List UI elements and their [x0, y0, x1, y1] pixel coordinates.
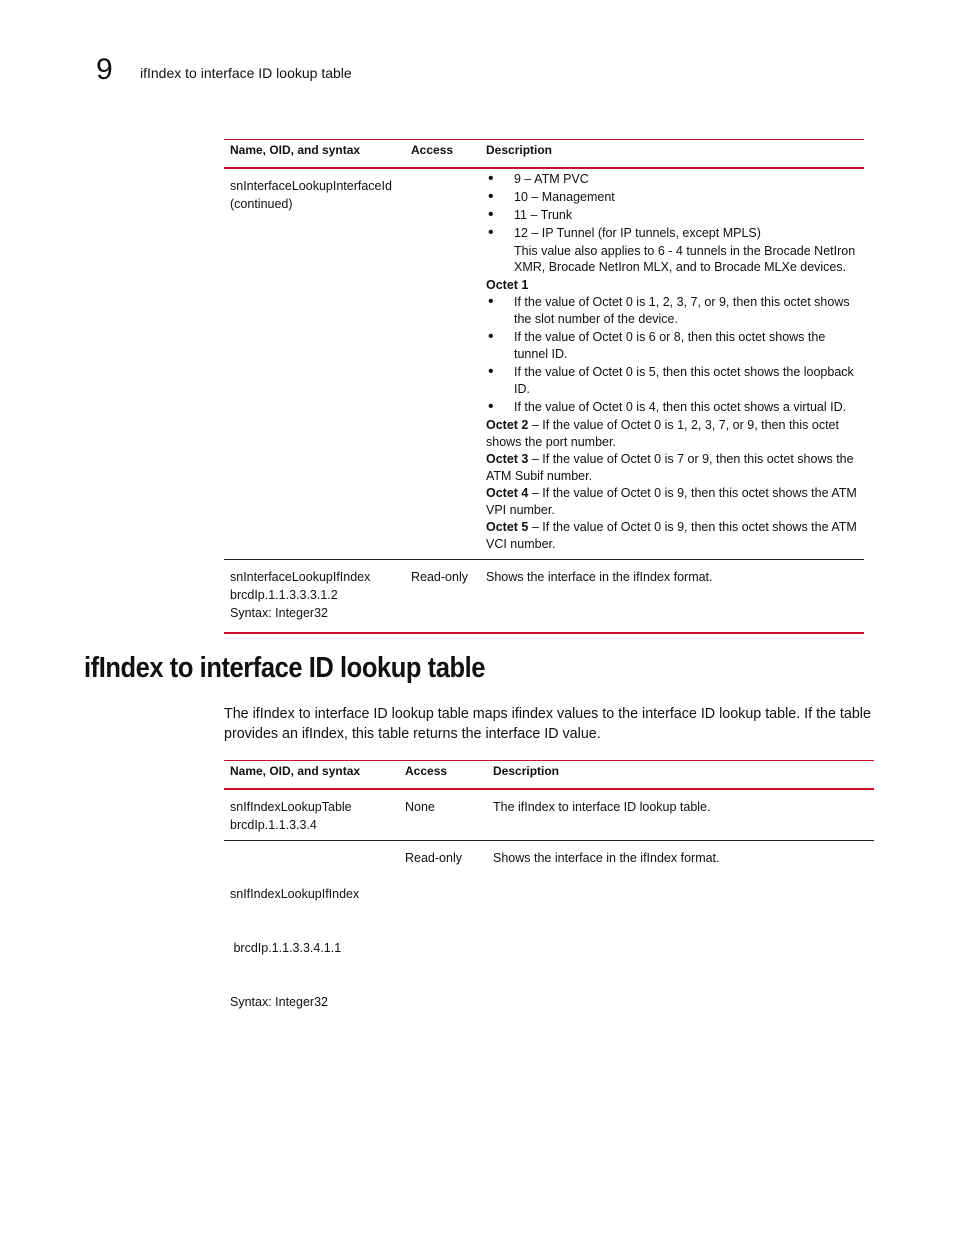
object-syntax: Syntax: Integer32 [230, 995, 328, 1009]
name-cell [224, 841, 399, 1054]
octet-text: – If the value of Octet 0 is 1, 2, 3, 7, or 9, then this octet shows the port number. [486, 418, 839, 449]
column-header-access: Access [399, 761, 487, 790]
column-header-description: Description [480, 140, 864, 169]
list-item: • 12 – IP Tunnel (for IP tunnels, except MPLS) [486, 225, 858, 242]
section-title: ifIndex to interface ID lookup table [84, 652, 486, 684]
access-cell: None [399, 789, 487, 841]
octet-5-paragraph [486, 519, 858, 553]
octet-2-paragraph [486, 417, 858, 451]
list-item: • If the value of Octet 0 is 1, 2, 3, 7, or 9, then this octet shows the slot number of the device. [486, 294, 858, 328]
octet-label: Octet 5 [486, 520, 529, 534]
column-header-description: Description [487, 761, 874, 790]
chapter-number: 9 [96, 53, 113, 86]
name-cell [224, 789, 399, 841]
column-header-name: Name, OID, and syntax [224, 140, 405, 169]
octet-text: – If the value of Octet 0 is 7 or 9, then this octet shows the ATM Subif number. [486, 452, 854, 483]
object-oid: brcdIp.1.1.3.3.4.1.1 [230, 941, 342, 955]
table-row [224, 560, 864, 634]
access-cell: Read-only [405, 560, 480, 634]
table-row [224, 789, 874, 841]
section-intro: The ifIndex to interface ID lookup table maps ifindex values to the interface ID lookup table. If the table provides an ifIndex, this table returns the interface ID value. [224, 706, 871, 742]
object-syntax: Syntax: Integer32 [230, 606, 328, 620]
octet-text: – If the value of Octet 0 is 9, then this octet shows the ATM VCI number. [486, 520, 857, 551]
octet-label: Octet 4 [486, 486, 529, 500]
octet-text: – If the value of Octet 0 is 9, then this octet shows the ATM VPI number. [486, 486, 857, 517]
mib-table-ifindex-lookup [224, 760, 874, 1053]
table-row [224, 841, 874, 1054]
continued-note: (continued) [230, 197, 293, 211]
description-cell: The ifIndex to interface ID lookup table. [487, 789, 874, 841]
octet-1-list [486, 294, 858, 416]
list-item: • 10 – Management [486, 189, 858, 206]
octet-1-heading: Octet 1 [486, 278, 529, 292]
list-item: • If the value of Octet 0 is 5, then this octet shows the loopback ID. [486, 364, 858, 398]
interface-type-list [486, 171, 858, 242]
list-item: • 9 – ATM PVC [486, 171, 858, 188]
octet-label: Octet 3 [486, 452, 529, 466]
table-row [224, 168, 864, 560]
octet-3-paragraph [486, 451, 858, 485]
description-cell: Shows the interface in the ifIndex format. [493, 851, 720, 865]
name-cell [224, 560, 405, 634]
list-item: • If the value of Octet 0 is 4, then this octet shows a virtual ID. [486, 399, 858, 416]
object-name: snInterfaceLookupIfIndex [230, 570, 371, 584]
mib-table-interface-lookup [224, 139, 864, 634]
column-header-name: Name, OID, and syntax [224, 761, 399, 790]
column-header-access: Access [405, 140, 480, 169]
object-name: snIfIndexLookupTable [230, 800, 352, 814]
octet-4-paragraph [486, 485, 858, 519]
running-header-title: ifIndex to interface ID lookup table [140, 65, 352, 81]
description-cell: Shows the interface in the ifIndex format. [480, 560, 864, 634]
list-item: • If the value of Octet 0 is 6 or 8, then this octet shows the tunnel ID. [486, 329, 858, 363]
object-oid: brcdIp.1.1.3.3.4 [230, 818, 317, 832]
description-cell [480, 168, 864, 560]
object-oid: brcdIp.1.1.3.3.3.1.2 [230, 588, 338, 602]
object-name: snInterfaceLookupInterfaceId [230, 179, 392, 193]
access-cell: Read-only [405, 851, 462, 865]
object-name: snIfIndexLookupIfIndex [230, 887, 360, 901]
list-item: • 11 – Trunk [486, 207, 858, 224]
access-cell [405, 168, 480, 560]
tunnel-note: This value also applies to 6 - 4 tunnels in the Brocade NetIron XMR, Brocade NetIron MLX, and to Brocade MLXe devices. [514, 244, 856, 274]
name-cell [224, 168, 405, 560]
octet-label: Octet 2 [486, 418, 529, 432]
